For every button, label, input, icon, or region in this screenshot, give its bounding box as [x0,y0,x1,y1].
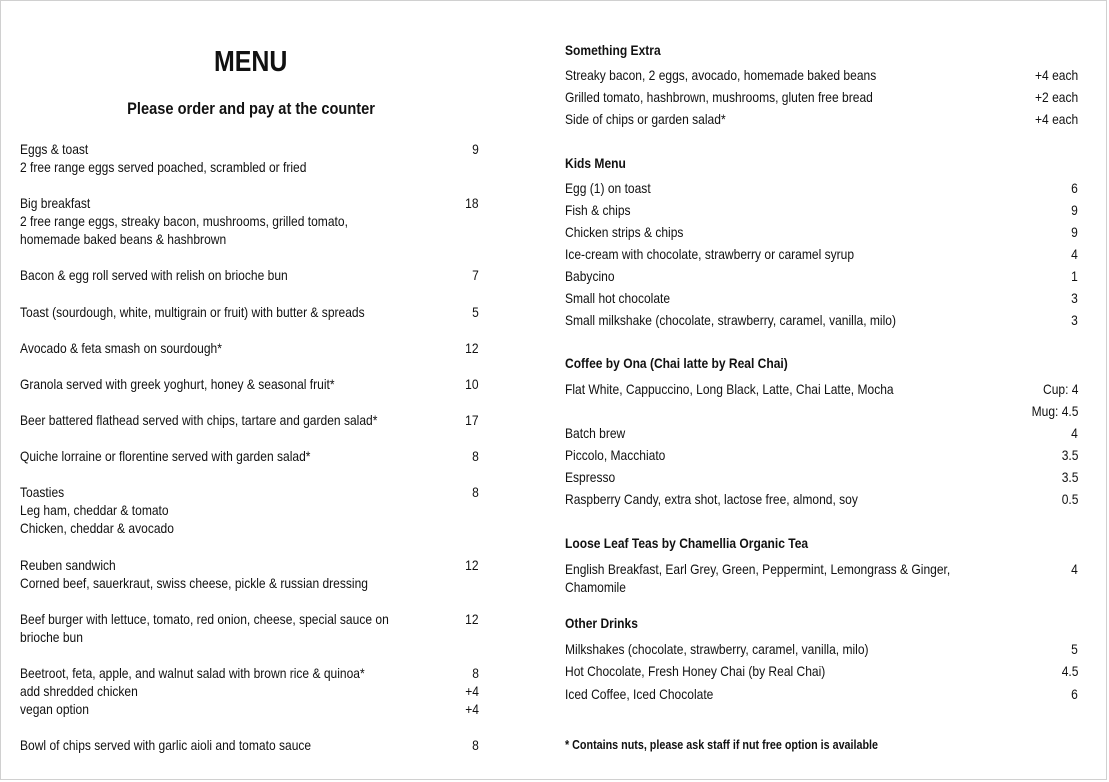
menu-item-detail: add shredded chicken [20,683,138,699]
menu-item-price: 18 [465,195,479,211]
menu-item-price: 0.5 [1061,491,1078,507]
menu-item-description: English Breakfast, Earl Grey, Green, Peppermint, Lemongrass & Ginger, Chamomile [565,561,951,595]
menu-item [565,424,1078,442]
menu-item-price: 8 [472,737,479,753]
menu-item-price: +2 each [1034,89,1078,105]
menu-item-description: Streaky bacon, 2 eggs, avocado, homemade baked beans [565,67,877,83]
menu-item-description: Small hot chocolate [565,290,671,306]
menu-item-description: Batch brew [565,425,626,441]
menu-item-price: 17 [465,412,479,428]
menu-item-description [20,375,400,393]
menu-item-description: Egg (1) on toast [565,180,651,196]
menu-item [20,339,482,357]
menu-item-price: 4 [1071,561,1078,577]
menu-item [565,267,1078,285]
menu-item-name: Reuben sandwich [20,557,116,573]
menu-item-description [20,556,400,592]
menu-item-price: 12 [465,340,479,356]
menu-item [20,375,482,393]
menu-item [20,194,482,248]
menu-item [565,468,1078,486]
menu-item-price: 12 [465,611,479,627]
menu-item-description: Raspberry Candy, extra shot, lactose free, almond, soy [565,491,858,507]
menu-item [20,664,482,718]
menu-item-detail: Corned beef, sauerkraut, swiss cheese, pickle & russian dressing [20,575,368,591]
menu-item-description: Chicken strips & chips [565,224,684,240]
menu-item [565,88,1078,106]
menu-item-description: Iced Coffee, Iced Chocolate [565,686,714,702]
menu-item-price: 3 [1071,312,1078,328]
menu-item-name: Beer battered flathead served with chips, tartare and garden salad* [20,412,378,428]
menu-item [565,380,1078,419]
menu-item-name: Bacon & egg roll served with relish on brioche bun [20,267,288,283]
menu-item-name: Quiche lorraine or florentine served with garden salad* [20,448,311,464]
footnote: * Contains nuts, please ask staff if nut free option is available [565,738,879,752]
menu-item-price: 4 [1071,246,1078,262]
menu-item [565,201,1078,219]
menu-item [565,245,1078,263]
menu-item [565,446,1078,464]
menu-item-price: +4 each [1034,67,1078,83]
menu-item-price: 8 [472,484,479,500]
menu-item-description: Espresso [565,469,616,485]
menu-item-price: 6 [1071,686,1078,702]
menu-item [565,662,1078,680]
menu-item-name: Beef burger with lettuce, tomato, red onion, cheese, special sauce on [20,611,389,627]
menu-item-description [20,303,400,321]
menu-item-description: Ice-cream with chocolate, strawberry or caramel syrup [565,246,855,262]
section-heading: Loose Leaf Teas by Chamellia Organic Tea [565,535,809,551]
menu-item-name: Big breakfast [20,195,91,211]
menu-item-description [20,483,400,537]
menu-item-description [20,736,400,754]
menu-item-price: 5 [1071,641,1078,657]
menu-item-price: 12 [465,557,479,573]
menu-item [565,289,1078,307]
menu-item-description: Milkshakes (chocolate, strawberry, caramel, vanilla, milo) [565,641,869,657]
page-title: MENU [214,46,288,78]
menu-item-name: Granola served with greek yoghurt, honey & seasonal fruit* [20,376,335,392]
menu-item-price: 8 +4 +4 [465,665,479,717]
menu-item-price: 4 [1071,425,1078,441]
menu-item-price: 1 [1071,268,1078,284]
section-heading: Kids Menu [565,155,626,171]
menu-item-description: Flat White, Cappuccino, Long Black, Latte, Chai Latte, Mocha [565,381,894,397]
menu-item-detail: 2 free range eggs served poached, scrambled or fried [20,159,307,175]
menu-item [565,179,1078,197]
menu-item [20,556,482,592]
menu-item [20,483,482,537]
menu-item [565,640,1078,658]
menu-item-price: 3.5 [1061,469,1078,485]
menu-item [20,411,482,429]
menu-item [565,110,1078,128]
menu-item [20,303,482,321]
menu-item-name: Eggs & toast [20,141,89,157]
left-column [20,45,482,753]
menu-item-price: 10 [465,376,479,392]
menu-item-description: Grilled tomato, hashbrown, mushrooms, gluten free bread [565,89,873,105]
menu-item [565,66,1078,84]
menu-item-description [20,411,400,429]
menu-item [20,447,482,465]
menu-item-name: Bowl of chips served with garlic aioli and tomato sauce [20,737,312,753]
menu-item-detail: 2 free range eggs, streaky bacon, mushrooms, grilled tomato, [20,213,348,229]
menu-item-price: 9 [1071,224,1078,240]
section-heading: Other Drinks [565,615,638,631]
menu-item-name: Beetroot, feta, apple, and walnut salad with brown rice & quinoa* [20,665,365,681]
menu-item-price: +4 each [1034,111,1078,127]
menu-item-price: 7 [472,267,479,283]
menu-item-description [20,266,400,284]
menu-item [565,311,1078,329]
menu-item-detail: homemade baked beans & hashbrown [20,231,227,247]
menu-item-price: 8 [472,448,479,464]
menu-item [20,736,482,754]
menu-item-name: Toast (sourdough, white, multigrain or fruit) with butter & spreads [20,304,365,320]
menu-item [20,610,482,646]
menu-item-price: Cup: 4 Mug: 4.5 [1031,381,1078,419]
section-heading: Coffee by Ona (Chai latte by Real Chai) [565,355,788,371]
menu-item-price: 3.5 [1061,447,1078,463]
menu-item-description [20,140,400,176]
menu-item [565,223,1078,241]
menu-item-detail: brioche bun [20,629,83,645]
menu-item-description: Babycino [565,268,615,284]
menu-item-description [20,447,400,465]
menu-item [565,560,1078,596]
menu-item-price: 9 [472,141,479,157]
section-heading: Something Extra [565,42,661,58]
menu-item-price: 3 [1071,290,1078,306]
menu-item-price: 6 [1071,180,1078,196]
menu-item-price: 5 [472,304,479,320]
menu-item-description [20,610,400,646]
menu-item [20,266,482,284]
menu-item-detail: Leg ham, cheddar & tomato [20,502,169,518]
menu-item [565,490,1078,508]
menu-item-description: Fish & chips [565,202,631,218]
menu-item-description: Hot Chocolate, Fresh Honey Chai (by Real Chai) [565,663,826,679]
menu-item-detail: Chicken, cheddar & avocado [20,520,174,536]
menu-item-description: Piccolo, Macchiato [565,447,666,463]
menu-item-description [20,194,400,248]
menu-item-price: 4.5 [1061,663,1078,679]
menu-item [20,140,482,176]
menu-item-detail: vegan option [20,701,89,717]
menu-item-description [20,664,400,718]
menu-item-name: Toasties [20,484,65,500]
menu-item-price: 9 [1071,202,1078,218]
menu-item-description: Side of chips or garden salad* [565,111,726,127]
menu-item-description [20,339,400,357]
menu-item-description: Small milkshake (chocolate, strawberry, caramel, vanilla, milo) [565,312,896,328]
menu-item-name: Avocado & feta smash on sourdough* [20,340,222,356]
page-subtitle: Please order and pay at the counter [127,99,375,118]
menu-item [565,685,1078,703]
